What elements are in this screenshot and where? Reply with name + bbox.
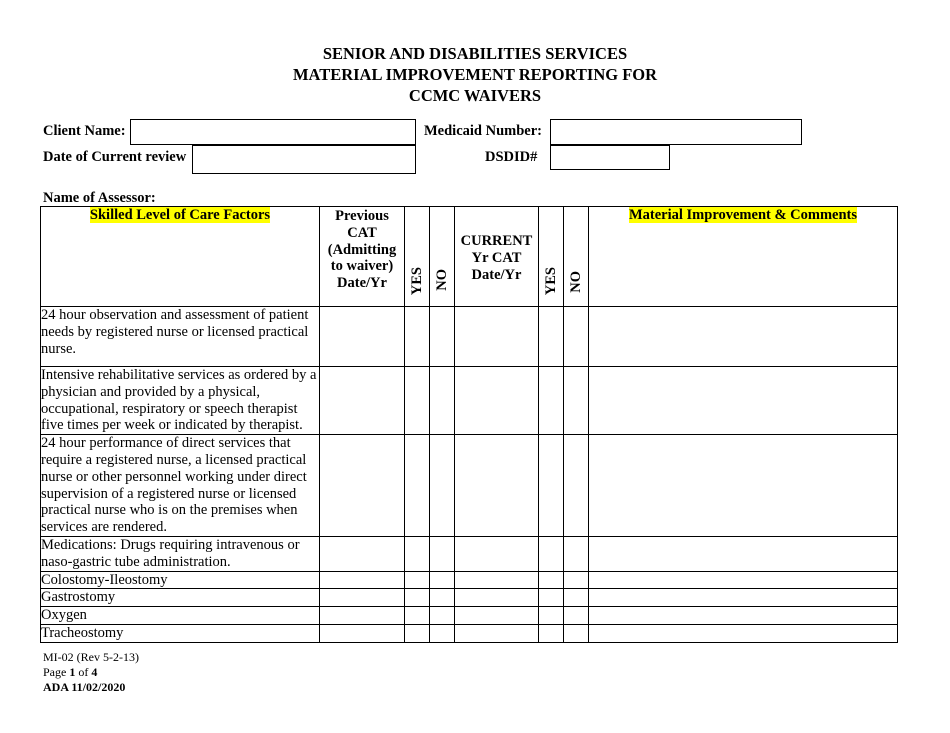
dsdid-field[interactable] [550, 145, 670, 170]
table-row [41, 589, 898, 607]
previous-cat-cell[interactable] [320, 624, 405, 642]
no-cell[interactable] [564, 367, 589, 435]
no-cell[interactable] [430, 607, 455, 625]
yes-cell[interactable] [405, 571, 430, 589]
yes-cell[interactable] [539, 571, 564, 589]
factor-cell: Gastrostomy [41, 589, 320, 607]
header-previous-cat: Previous CAT (Admitting to waiver) Date/Yr [320, 207, 405, 307]
title-line-2: MATERIAL IMPROVEMENT REPORTING FOR [292, 65, 658, 84]
comments-cell[interactable] [589, 435, 898, 537]
no-cell[interactable] [564, 536, 589, 571]
current-cat-cell[interactable] [455, 571, 539, 589]
current-cat-cell[interactable] [455, 607, 539, 625]
previous-cat-cell[interactable] [320, 307, 405, 367]
no-cell[interactable] [430, 435, 455, 537]
header-no-1: NO [430, 207, 455, 307]
yes-cell[interactable] [539, 536, 564, 571]
assessor-label: Name of Assessor: [43, 190, 156, 206]
no-cell[interactable] [564, 589, 589, 607]
current-cat-cell[interactable] [455, 435, 539, 537]
date-review-field[interactable] [192, 145, 416, 174]
table-row [41, 367, 898, 435]
header-current-cat: CURRENT Yr CAT Date/Yr [455, 207, 539, 307]
client-name-field[interactable] [130, 119, 416, 145]
factor-cell: Intensive rehabilitative services as ordered by a physician and provided by a physical, occupational, respiratory or speech therapist five times per week or indicated by therapist. [41, 367, 320, 435]
current-cat-cell[interactable] [455, 589, 539, 607]
table-row [41, 435, 898, 537]
form-id: MI-02 (Rev 5-2-13) [43, 650, 139, 664]
table-row [41, 536, 898, 571]
no-cell[interactable] [564, 571, 589, 589]
current-cat-cell[interactable] [455, 367, 539, 435]
factor-cell: 24 hour performance of direct services that require a registered nurse, a licensed practical nurse or other personnel working under direct supervision of a registered nurse or licensed practical nurse who is on the premises when services are rendered. [41, 435, 320, 537]
no-cell[interactable] [430, 536, 455, 571]
ada-date: ADA 11/02/2020 [43, 680, 126, 694]
comments-cell[interactable] [589, 607, 898, 625]
comments-cell[interactable] [589, 589, 898, 607]
title-line-1: SENIOR AND DISABILITIES SERVICES [322, 44, 628, 63]
factor-cell: Oxygen [41, 607, 320, 625]
comments-cell[interactable] [589, 367, 898, 435]
previous-cat-cell[interactable] [320, 367, 405, 435]
current-cat-cell[interactable] [455, 624, 539, 642]
table-row [41, 571, 898, 589]
header-no-2: NO [564, 207, 589, 307]
comments-cell[interactable] [589, 307, 898, 367]
care-factors-table [40, 206, 898, 643]
yes-cell[interactable] [539, 607, 564, 625]
yes-cell[interactable] [405, 435, 430, 537]
dsdid-label: DSDID# [485, 149, 538, 165]
no-cell[interactable] [430, 571, 455, 589]
yes-cell[interactable] [539, 624, 564, 642]
previous-cat-cell[interactable] [320, 571, 405, 589]
previous-cat-cell[interactable] [320, 536, 405, 571]
client-name-label: Client Name: [43, 123, 126, 139]
current-cat-cell[interactable] [455, 307, 539, 367]
medicaid-number-label: Medicaid Number: [424, 123, 542, 139]
page-number: Page 1 of 4 [43, 665, 98, 679]
yes-cell[interactable] [539, 435, 564, 537]
factor-cell: 24 hour observation and assessment of patient needs by registered nurse or licensed practical nurse. [41, 307, 320, 367]
no-cell[interactable] [564, 435, 589, 537]
header-comments: Material Improvement & Comments [589, 207, 898, 307]
yes-cell[interactable] [405, 536, 430, 571]
header-yes-2: YES [539, 207, 564, 307]
medicaid-number-field[interactable] [550, 119, 802, 145]
yes-cell[interactable] [539, 307, 564, 367]
previous-cat-cell[interactable] [320, 607, 405, 625]
yes-cell[interactable] [405, 589, 430, 607]
no-cell[interactable] [564, 307, 589, 367]
no-cell[interactable] [430, 307, 455, 367]
factor-cell: Medications: Drugs requiring intravenous or naso-gastric tube administration. [41, 536, 320, 571]
yes-cell[interactable] [539, 589, 564, 607]
comments-cell[interactable] [589, 624, 898, 642]
table-row [41, 307, 898, 367]
date-review-label: Date of Current review [43, 149, 187, 165]
table-row [41, 624, 898, 642]
header-yes-1: YES [405, 207, 430, 307]
factor-cell: Tracheostomy [41, 624, 320, 642]
title-line-3: CCMC WAIVERS [408, 86, 542, 105]
form-title [0, 43, 950, 106]
table-row [41, 607, 898, 625]
previous-cat-cell[interactable] [320, 435, 405, 537]
no-cell[interactable] [430, 589, 455, 607]
no-cell[interactable] [430, 367, 455, 435]
yes-cell[interactable] [405, 607, 430, 625]
comments-cell[interactable] [589, 536, 898, 571]
table-header-row [41, 207, 898, 307]
header-factors: Skilled Level of Care Factors [41, 207, 320, 307]
yes-cell[interactable] [539, 367, 564, 435]
no-cell[interactable] [564, 624, 589, 642]
no-cell[interactable] [430, 624, 455, 642]
yes-cell[interactable] [405, 367, 430, 435]
yes-cell[interactable] [405, 307, 430, 367]
comments-cell[interactable] [589, 571, 898, 589]
no-cell[interactable] [564, 607, 589, 625]
current-cat-cell[interactable] [455, 536, 539, 571]
yes-cell[interactable] [405, 624, 430, 642]
previous-cat-cell[interactable] [320, 589, 405, 607]
factor-cell: Colostomy-Ileostomy [41, 571, 320, 589]
